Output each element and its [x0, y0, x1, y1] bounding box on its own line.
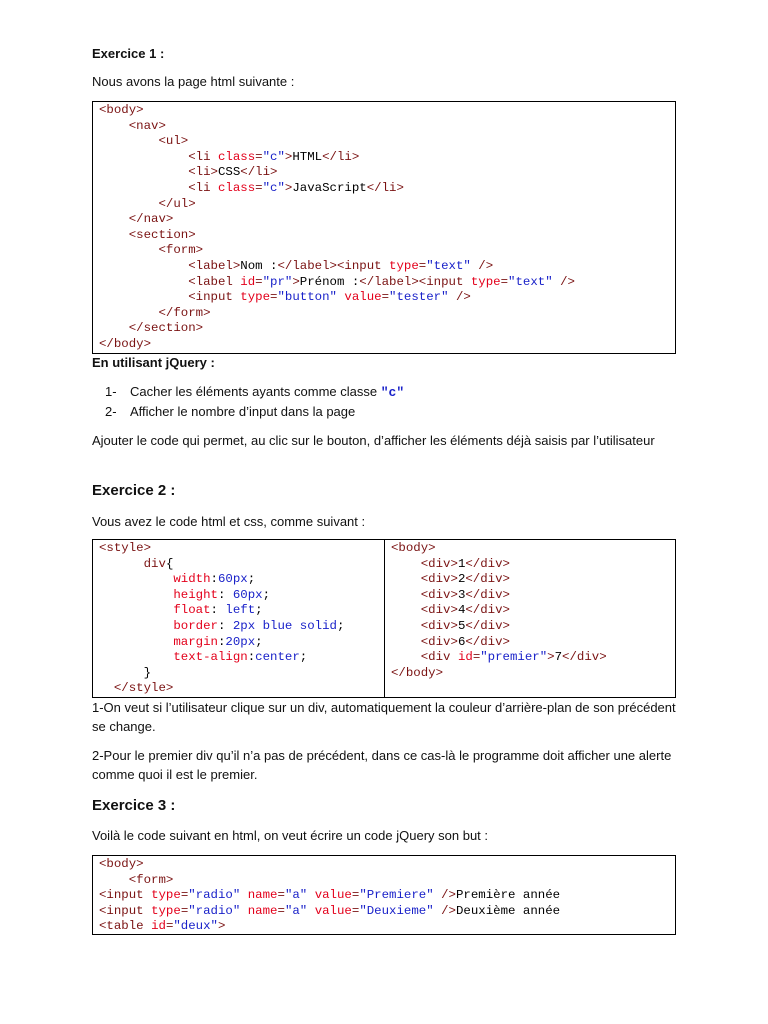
exercise-1-intro: Nous avons la page html suivante : [92, 74, 295, 89]
code-token: ; [336, 618, 345, 633]
code-line [99, 321, 203, 335]
code-token: </div> [465, 618, 510, 633]
code-line [99, 275, 575, 289]
code-line [99, 134, 188, 148]
code-token: border [173, 618, 218, 633]
code-token [99, 557, 144, 571]
code-token: </body> [391, 665, 444, 680]
code-token: : [210, 603, 226, 618]
code-line [99, 572, 255, 586]
exercise-1-code-box [92, 101, 676, 354]
code-token: center [255, 650, 300, 665]
code-token [99, 635, 173, 649]
code-token: > [547, 650, 555, 665]
code-token: "radio" [188, 903, 241, 918]
exercise-3-title: Exercice 3 : [92, 797, 176, 814]
code-token: "text" [508, 274, 553, 289]
code-token: <label> [188, 258, 241, 273]
code-token: id [151, 919, 166, 934]
code-token: Deuxième année [455, 903, 561, 918]
code-token: <div> [420, 572, 458, 587]
exercise-2-intro: Vous avez le code html et css, comme suivant : [92, 514, 366, 529]
code-line [99, 337, 151, 351]
code-token: <li> [188, 165, 218, 180]
code-token: "premier" [480, 650, 548, 665]
code-token: { [165, 556, 174, 571]
exercise-3-code-box [92, 855, 676, 935]
code-line [391, 572, 510, 586]
code-token: <input [99, 903, 152, 918]
code-token: 4 [457, 603, 466, 618]
code-token: </body> [99, 336, 152, 351]
code-line [99, 103, 144, 117]
code-token: <div> [420, 556, 458, 571]
exercise-3-intro: Voilà le code suivant en html, on veut écrire un code jQuery son but : [92, 828, 489, 843]
code-token [99, 681, 114, 695]
code-token [307, 888, 314, 902]
code-token: </label><input [277, 258, 390, 273]
code-token: text-align [173, 650, 248, 665]
code-token: ; [255, 634, 263, 649]
code-token: <body> [99, 857, 144, 871]
code-token: "text" [426, 258, 471, 273]
code-token: = [351, 903, 360, 918]
exercise-1-title: Exercice 1 : [92, 46, 165, 61]
code-line [99, 541, 151, 555]
code-token: "a" [284, 903, 308, 918]
code-token [240, 904, 247, 918]
code-token: /> [470, 258, 494, 273]
code-token: > [292, 274, 300, 289]
code-token: = [255, 149, 263, 164]
code-token [99, 650, 173, 664]
code-token: type [470, 274, 501, 289]
code-token: 60px [232, 587, 263, 602]
code-line [99, 904, 560, 918]
code-token: /> [433, 888, 456, 903]
code-token [391, 650, 421, 664]
code-token: Première année [455, 888, 561, 903]
code-line [99, 243, 203, 257]
code-token: = [180, 903, 189, 918]
code-token: : [210, 572, 218, 587]
code-line [99, 165, 277, 179]
code-token: <div [420, 650, 458, 665]
code-token: 7 [554, 650, 563, 665]
code-token: type [151, 903, 181, 918]
code-line [99, 150, 359, 164]
code-token: : [217, 634, 226, 649]
code-line [391, 666, 443, 680]
code-token [99, 619, 173, 633]
code-token [99, 588, 173, 602]
code-token: = [180, 888, 189, 903]
code-token: </li> [322, 149, 360, 164]
code-line [99, 919, 225, 933]
code-token: <li [188, 149, 218, 164]
code-token: 6 [457, 634, 466, 649]
code-token: <input [99, 888, 152, 903]
code-token: id [457, 650, 473, 665]
exercise-2-css-box [92, 539, 385, 698]
code-line [99, 650, 307, 664]
code-line [99, 259, 493, 273]
code-token: "c" [262, 149, 285, 164]
code-token: <input [188, 290, 241, 305]
code-token: = [277, 903, 285, 918]
code-line [99, 306, 211, 320]
code-token: type [240, 290, 271, 305]
exercise-2-html-code [391, 541, 675, 681]
code-token: "deux" [173, 919, 218, 934]
code-line [99, 888, 560, 902]
code-line [99, 119, 166, 133]
code-token: div [143, 556, 166, 571]
code-token: class [217, 149, 256, 164]
code-token: type [389, 258, 419, 273]
code-token: /> [552, 274, 575, 289]
code-line [99, 557, 173, 571]
code-token: "radio" [188, 888, 241, 903]
code-token: Prénom : [299, 274, 360, 289]
code-line [99, 857, 144, 871]
code-token: </section> [128, 321, 204, 336]
code-token [99, 134, 159, 148]
code-token: <form> [158, 243, 204, 258]
code-line [99, 290, 471, 304]
code-line [391, 619, 510, 633]
code-token: : [247, 650, 256, 665]
code-token: : [217, 618, 233, 633]
exercise-2-question-2: 2-Pour le premier div qu’il n’a pas de précédent, dans ce cas-là le programme doit afficher une alerte comme quoi il est le premier. [92, 748, 672, 782]
code-token [99, 259, 188, 273]
code-token: <section> [128, 227, 196, 242]
code-token: 3 [457, 587, 466, 602]
code-token: </li> [366, 180, 404, 195]
code-token [99, 165, 188, 179]
code-token: Nom : [240, 258, 278, 273]
code-token: <nav> [128, 118, 166, 133]
code-token: > [284, 180, 293, 195]
code-token [99, 243, 159, 257]
code-token: = [165, 919, 174, 934]
exercise-3-code [99, 857, 675, 935]
list-item-number: 1- [105, 384, 117, 399]
code-token: = [277, 888, 285, 903]
code-line [99, 197, 196, 211]
code-token: "Deuxieme" [359, 903, 434, 918]
code-token: value [344, 290, 382, 305]
code-token: </label><input [359, 274, 471, 289]
code-token: value [314, 888, 352, 903]
code-token: ; [299, 650, 308, 665]
code-token: /> [448, 290, 471, 305]
code-token: 5 [457, 618, 466, 633]
code-token [99, 275, 188, 289]
code-token: left [225, 603, 256, 618]
code-token [307, 904, 314, 918]
code-token: 60px [217, 572, 248, 587]
list-item-text: Cacher les éléments ayants comme classe [130, 384, 381, 399]
code-token [99, 150, 188, 164]
code-token: </div> [562, 650, 607, 665]
code-line [99, 873, 173, 887]
code-token: <style> [99, 541, 152, 555]
code-token [99, 306, 159, 320]
code-line [391, 650, 607, 664]
code-token: <ul> [158, 134, 189, 149]
code-token: = [381, 290, 390, 305]
code-token [240, 888, 247, 902]
list-item-number: 2- [105, 404, 117, 419]
code-token [99, 212, 129, 226]
code-token: = [500, 274, 509, 289]
code-token: /> [433, 903, 456, 918]
code-token: "tester" [389, 290, 449, 305]
code-line [391, 541, 436, 555]
code-token [99, 197, 159, 211]
code-token: <body> [99, 103, 144, 117]
code-token: "a" [284, 888, 308, 903]
exercise-2-html-box [384, 539, 676, 698]
code-token: name [247, 903, 278, 918]
code-line [99, 681, 173, 695]
code-token: = [255, 274, 263, 289]
code-token: id [240, 274, 256, 289]
code-token: width [173, 572, 211, 587]
code-token: name [247, 888, 278, 903]
code-token: </form> [158, 305, 211, 320]
code-line [99, 212, 173, 226]
code-token: "c" [262, 180, 285, 195]
code-token: = [270, 290, 278, 305]
code-token: 1 [457, 556, 466, 571]
code-token: 20px [225, 634, 256, 649]
code-token: CSS [217, 165, 241, 180]
code-token: height [173, 587, 218, 602]
code-token: float [173, 603, 211, 618]
code-token [391, 603, 421, 617]
code-token: > [218, 919, 226, 934]
code-token: </nav> [128, 212, 174, 227]
code-token: "pr" [262, 274, 293, 289]
code-token: </ul> [158, 196, 196, 211]
code-token: "button" [277, 290, 337, 305]
code-line [391, 557, 510, 571]
code-token: <div> [420, 618, 458, 633]
code-token: ; [247, 572, 256, 587]
code-token: </div> [465, 603, 510, 618]
code-token [99, 873, 129, 887]
exercise-1-code [99, 103, 675, 353]
code-token [99, 181, 188, 195]
code-token: margin [173, 634, 218, 649]
code-line [99, 603, 263, 617]
code-token: = [472, 650, 481, 665]
jquery-heading: En utilisant jQuery : [92, 355, 215, 370]
code-token: 2px blue solid [232, 618, 337, 633]
code-token: 2 [457, 572, 466, 587]
code-token [99, 119, 129, 133]
code-token [391, 572, 421, 586]
code-token: </div> [465, 556, 510, 571]
code-token: </div> [465, 572, 510, 587]
code-token: <form> [128, 872, 174, 887]
code-token: HTML [292, 149, 323, 164]
code-token [99, 228, 129, 242]
code-line [99, 666, 151, 680]
code-token: <div> [420, 603, 458, 618]
exercise-2-question-1: 1-On veut si l’utilisateur clique sur un div, automatiquement la couleur d’arrière-plan de son précédent se change. [92, 700, 676, 734]
code-token: ; [262, 587, 271, 602]
code-token [391, 588, 421, 602]
exercise-2-title: Exercice 2 : [92, 482, 176, 499]
code-token [391, 557, 421, 571]
code-token: <label [188, 274, 241, 289]
code-line [99, 635, 263, 649]
code-line [391, 603, 510, 617]
code-token: > [284, 149, 293, 164]
code-token [391, 635, 421, 649]
code-token: = [351, 888, 360, 903]
list-item [92, 402, 692, 421]
list-item [92, 382, 692, 402]
code-token: type [151, 888, 181, 903]
list-item-code: "c" [380, 385, 405, 400]
code-line [391, 588, 510, 602]
code-token [99, 572, 173, 586]
code-token: value [314, 903, 352, 918]
code-token [99, 290, 188, 304]
code-token: </div> [465, 587, 510, 602]
code-token: = [418, 258, 427, 273]
code-token: <body> [391, 541, 436, 555]
code-line [99, 588, 270, 602]
code-token: <div> [420, 634, 458, 649]
task-list [92, 382, 692, 421]
code-token: JavaScript [292, 180, 367, 195]
code-token [99, 321, 129, 335]
code-line [99, 181, 404, 195]
code-token: } [99, 665, 152, 680]
code-token: ; [255, 603, 263, 618]
code-line [99, 619, 344, 633]
code-token: </style> [113, 681, 174, 696]
list-item-text: Afficher le nombre d’input dans la page [130, 404, 356, 419]
code-token: </div> [465, 634, 510, 649]
code-token: <div> [420, 587, 458, 602]
code-token [391, 619, 421, 633]
code-token: : [217, 587, 233, 602]
exercise-2-css-code [99, 541, 384, 697]
code-token: <li [188, 180, 218, 195]
code-token: "Premiere" [359, 888, 434, 903]
code-token: <table [99, 919, 152, 934]
code-token: = [255, 180, 263, 195]
code-token: </li> [240, 165, 278, 180]
code-line [391, 635, 510, 649]
code-line [99, 228, 196, 242]
code-token: class [217, 180, 256, 195]
exercise-1-paragraph: Ajouter le code qui permet, au clic sur le bouton, d’afficher les éléments déjà saisis par l’utilisateur [92, 433, 655, 448]
code-token [99, 603, 173, 617]
